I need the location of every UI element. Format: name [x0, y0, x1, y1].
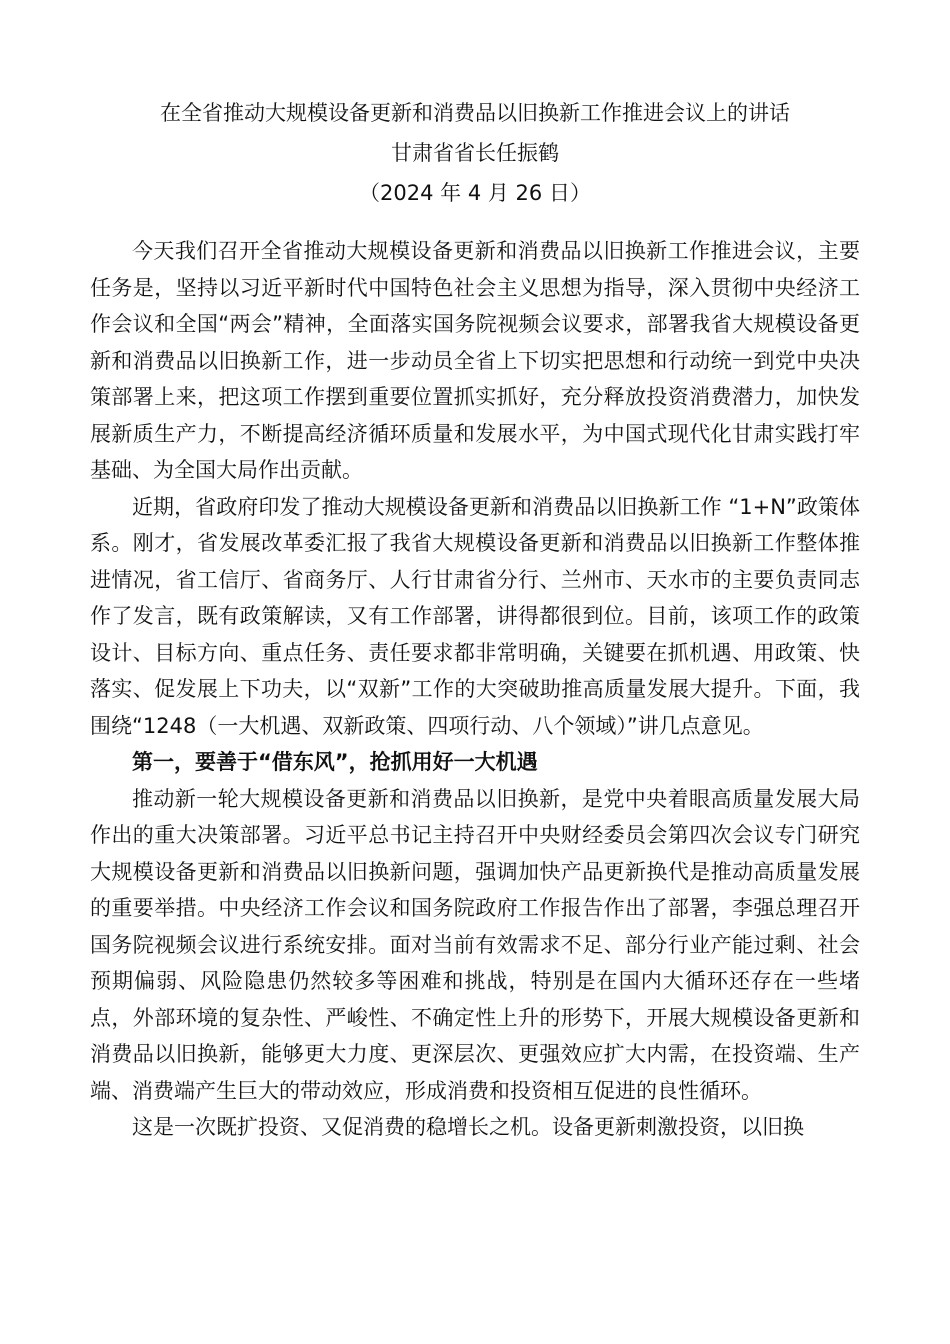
- date-line: （2024 年 4 月 26 日）: [359, 181, 591, 205]
- speaker-line: 甘肃省省长任振鹤: [391, 141, 559, 165]
- section-heading: 第一，要善于“借东风”，抢抓用好一大机遇: [132, 750, 538, 774]
- paragraph-overview: 近期，省政府印发了推动大规模设备更新和消费品以旧换新工作 “1+N”政策体系。刚才，省发展改革委汇报了我省大规模设备更新和消费品以旧换新工作整体推进情况，省工信厅、省商务厅、人行甘肃省分行、兰州市、天水市的主要负责同志作了发言，既有政策解读，又有工作部署，讲得都很到位。目前，该项工作的政策设计、目标方向、重点任务、责任要求都非常明确，关键要在抓机遇、用政策、快落实、促发展上下功夫，以“双新”工作的大突破助推高质量发展大提升。下面，我围绕“1248（一大机遇、双新政策、四项行动、八个领域）”讲几点意见。: [90, 494, 860, 738]
- paragraph-intro: 今天我们召开全省推动大规模设备更新和消费品以旧换新工作推进会议，主要任务是，坚持以习近平新时代中国特色社会主义思想为指导，深入贯彻中央经济工作会议和全国“两会”精神，全面落实国务院视频会议要求，部署我省大规模设备更新和消费品以旧换新工作，进一步动员全省上下切实把思想和行动统一到党中央决策部署上来，把这项工作摆到重要位置抓实抓好，充分释放投资消费潜力，加快发展新质生产力，不断提高经济循环质量和发展水平，为中国式现代化甘肃实践打牢基础、为全国大局作出贡献。: [90, 239, 860, 482]
- document-header: [90, 93, 860, 213]
- document-title: 在全省推动大规模设备更新和消费品以旧换新工作推进会议上的讲话: [160, 101, 790, 125]
- paragraph-section-2: 这是一次既扩投资、又促消费的稳增长之机。设备更新刺激投资，以旧换: [132, 1115, 804, 1139]
- paragraph-section-1: 推动新一轮大规模设备更新和消费品以旧换新，是党中央着眼高质量发展大局作出的重大决策部署。习近平总书记主持召开中央财经委员会第四次会议专门研究大规模设备更新和消费品以旧换新问题，强调加快产品更新换代是推动高质量发展的重要举措。中央经济工作会议和国务院政府工作报告作出了部署，李强总理召开国务院视频会议进行系统安排。面对当前有效需求不足、部分行业产能过剩、社会预期偏弱、风险隐患仍然较多等困难和挑战，特别是在国内大循环还存在一些堵点，外部环境的复杂性、严峻性、不确定性上升的形势下，开展大规模设备更新和消费品以旧换新，能够更大力度、更深层次、更强效应扩大内需，在投资端、生产端、消费端产生巨大的带动效应，形成消费和投资相互促进的良性循环。: [90, 786, 860, 1103]
- document-body: [90, 233, 860, 1146]
